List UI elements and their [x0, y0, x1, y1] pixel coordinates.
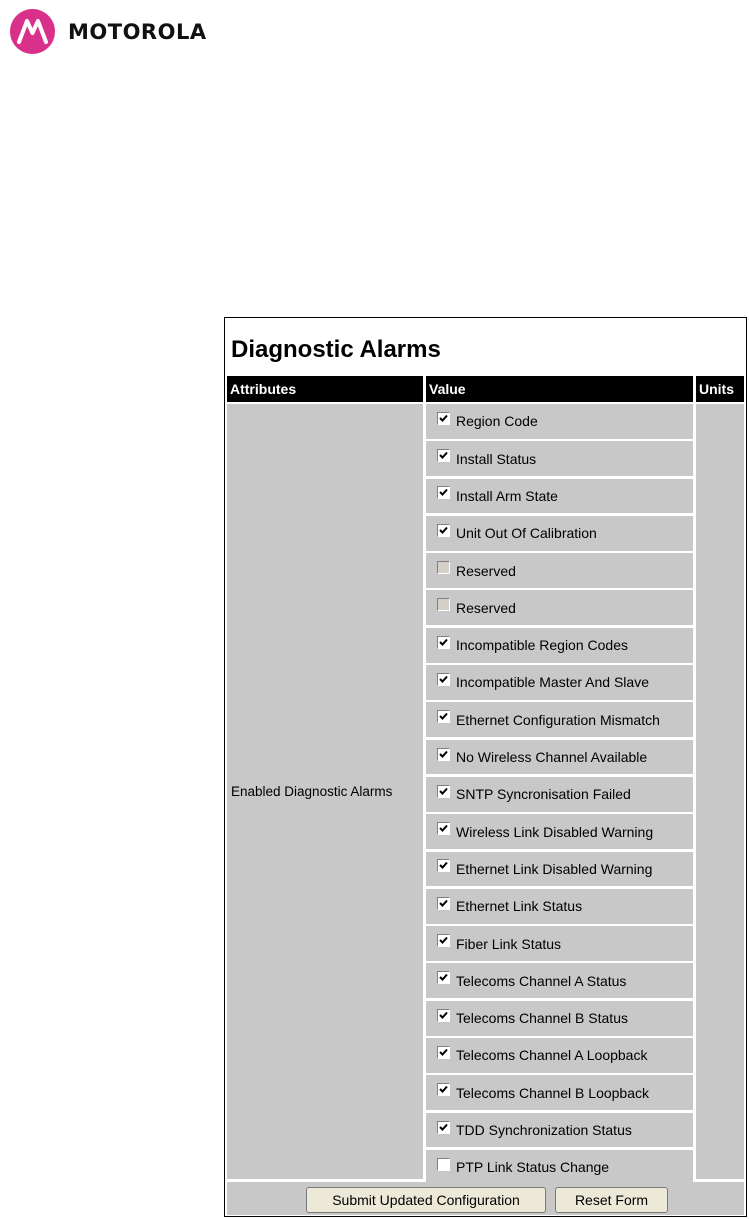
reset-button[interactable]: Reset Form	[555, 1187, 668, 1213]
alarm-row	[426, 740, 693, 775]
alarm-checkbox[interactable]	[437, 710, 450, 723]
submit-button[interactable]: Submit Updated Configuration	[306, 1187, 546, 1213]
attribute-label: Enabled Diagnostic Alarms	[231, 784, 393, 799]
alarm-label: Install Arm State	[456, 487, 558, 504]
alarm-checkbox	[437, 561, 450, 574]
alarm-checkbox	[437, 598, 450, 611]
alarm-checkbox[interactable]	[437, 785, 450, 798]
alarm-row	[426, 777, 693, 812]
alarm-checkbox[interactable]	[437, 934, 450, 947]
checkmark-icon	[438, 1010, 449, 1021]
alarm-label: Telecoms Channel B Status	[456, 1010, 628, 1027]
alarm-label: Telecoms Channel A Status	[456, 972, 627, 989]
alarm-row	[426, 1150, 693, 1185]
alarm-row	[426, 1001, 693, 1036]
column-header-units: Units	[696, 376, 744, 402]
alarm-checkbox[interactable]	[437, 412, 450, 425]
brand-name: MOTOROLA	[68, 19, 207, 44]
alarm-label: Incompatible Region Codes	[456, 637, 628, 654]
alarm-checkbox[interactable]	[437, 636, 450, 649]
alarm-checkbox[interactable]	[437, 971, 450, 984]
checkmark-icon	[438, 972, 449, 983]
checkmark-icon	[438, 413, 449, 424]
alarm-row	[426, 1038, 693, 1073]
alarm-row	[426, 926, 693, 961]
alarm-label: Ethernet Configuration Mismatch	[456, 711, 660, 728]
alarm-checkbox-list	[426, 404, 693, 1187]
alarm-checkbox[interactable]	[437, 486, 450, 499]
diagnostic-alarms-panel	[224, 317, 747, 1217]
alarm-row	[426, 628, 693, 663]
alarm-label: Fiber Link Status	[456, 935, 562, 952]
alarm-row	[426, 852, 693, 887]
alarm-label: Reserved	[456, 562, 516, 579]
alarm-row	[426, 590, 693, 625]
alarm-label: SNTP Syncronisation Failed	[456, 786, 631, 803]
alarm-checkbox[interactable]	[437, 897, 450, 910]
column-header-attributes: Attributes	[227, 376, 423, 402]
checkmark-icon	[438, 711, 449, 722]
alarm-label: Region Code	[456, 413, 538, 430]
alarm-label: Wireless Link Disabled Warning	[456, 823, 654, 840]
checkmark-icon	[438, 786, 449, 797]
checkmark-icon	[438, 749, 449, 760]
alarm-row	[426, 702, 693, 737]
alarm-row	[426, 404, 693, 439]
alarm-label: TDD Synchronization Status	[456, 1122, 632, 1139]
checkmark-icon	[438, 487, 449, 498]
alarm-row	[426, 553, 693, 588]
attribute-cell	[227, 404, 423, 1179]
checkmark-icon	[438, 525, 449, 536]
checkmark-icon	[438, 898, 449, 909]
alarm-row	[426, 665, 693, 700]
brand-logo	[10, 9, 207, 54]
checkmark-icon	[438, 1122, 449, 1133]
checkmark-icon	[438, 935, 449, 946]
alarm-checkbox[interactable]	[437, 1046, 450, 1059]
alarm-row	[426, 963, 693, 998]
alarm-label: Incompatible Master And Slave	[456, 674, 649, 691]
form-actions	[227, 1182, 744, 1215]
alarm-checkbox[interactable]	[437, 1009, 450, 1022]
checkmark-icon	[438, 823, 449, 834]
alarm-checkbox[interactable]	[437, 1083, 450, 1096]
checkmark-icon	[438, 637, 449, 648]
checkmark-icon	[438, 674, 449, 685]
alarm-checkbox[interactable]	[437, 449, 450, 462]
alarm-row	[426, 479, 693, 514]
alarm-row	[426, 814, 693, 849]
alarm-checkbox[interactable]	[437, 524, 450, 537]
units-cell	[696, 404, 744, 1179]
alarm-row	[426, 889, 693, 924]
alarm-checkbox[interactable]	[437, 673, 450, 686]
alarm-row	[426, 441, 693, 476]
alarm-row	[426, 1113, 693, 1148]
alarm-row	[426, 516, 693, 551]
alarm-label: Reserved	[456, 599, 516, 616]
alarm-label: Telecoms Channel A Loopback	[456, 1047, 648, 1064]
alarm-checkbox[interactable]	[437, 859, 450, 872]
checkmark-icon	[438, 860, 449, 871]
checkmark-icon	[438, 1047, 449, 1058]
alarm-label: Ethernet Link Disabled Warning	[456, 860, 653, 877]
alarm-checkbox[interactable]	[437, 822, 450, 835]
alarm-label: Install Status	[456, 450, 537, 467]
alarm-checkbox[interactable]	[437, 748, 450, 761]
alarm-label: Unit Out Of Calibration	[456, 525, 597, 542]
page-title: Diagnostic Alarms	[231, 336, 441, 363]
alarm-checkbox[interactable]	[437, 1121, 450, 1134]
alarm-label: Telecoms Channel B Loopback	[456, 1084, 650, 1101]
checkmark-icon	[438, 450, 449, 461]
alarm-row	[426, 1075, 693, 1110]
column-header-value: Value	[426, 376, 693, 402]
alarm-label: PTP Link Status Change	[456, 1159, 610, 1176]
alarm-label: No Wireless Channel Available	[456, 749, 648, 766]
motorola-batwing-icon	[10, 9, 55, 54]
alarm-checkbox[interactable]	[437, 1158, 450, 1171]
alarm-label: Ethernet Link Status	[456, 898, 583, 915]
checkmark-icon	[438, 1084, 449, 1095]
